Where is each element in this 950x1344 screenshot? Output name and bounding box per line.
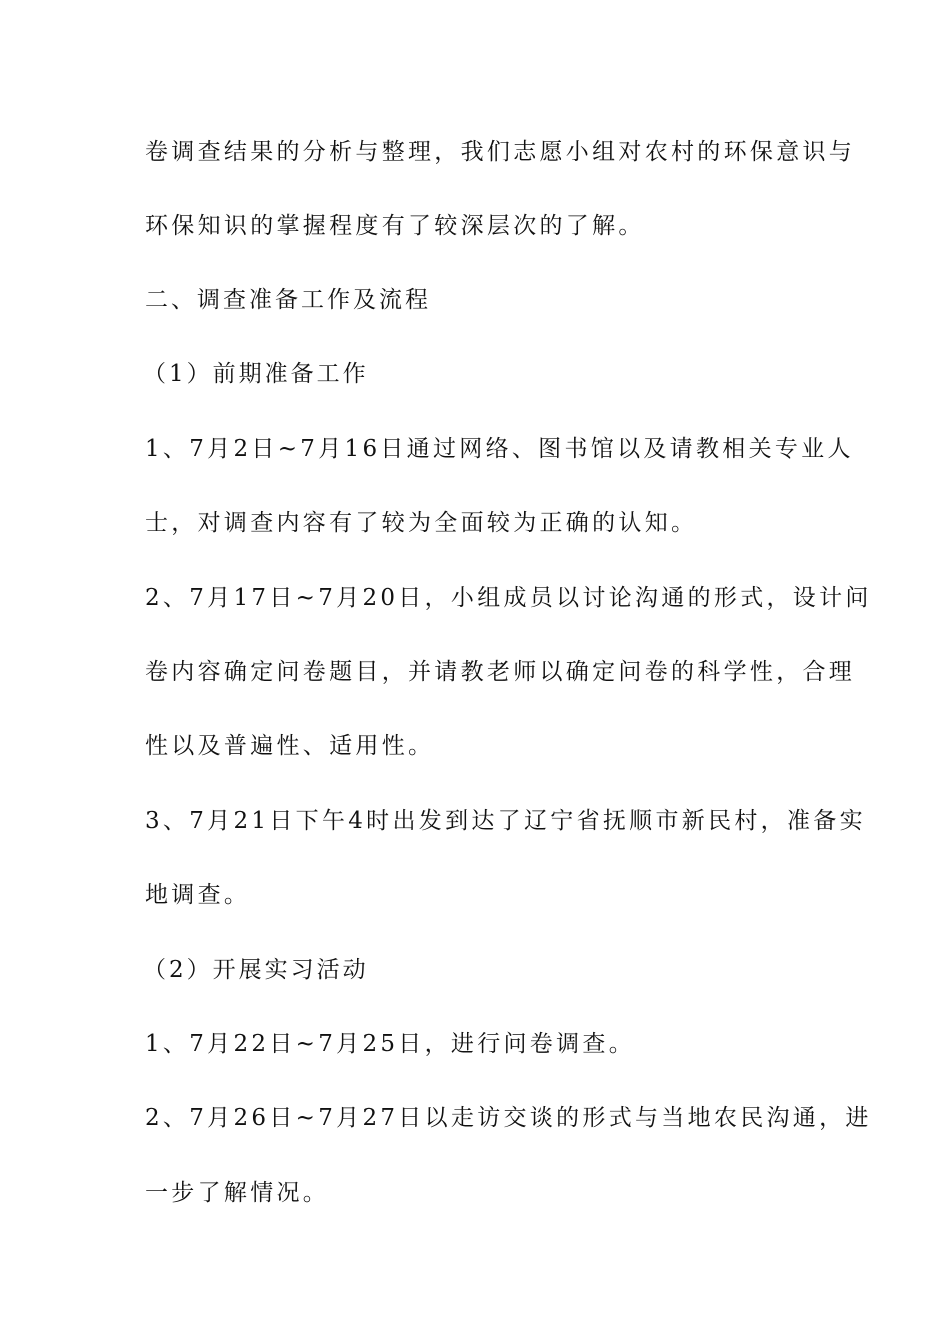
- activity-item-1: 1、7月22日~7月25日，进行问卷调查。: [145, 1031, 636, 1057]
- paragraph-line-1: 卷调查结果的分析与整理，我们志愿小组对农村的环保意识与: [145, 139, 856, 165]
- activity-item-2-line-1: 2、7月26日~7月27日以走访交谈的形式与当地农民沟通，进: [145, 1105, 872, 1131]
- paragraph-line-2: 环保知识的掌握程度有了较深层次的了解。: [145, 213, 645, 239]
- list-item-1-line-1: 1、7月2日~7月16日通过网络、图书馆以及请教相关专业人: [145, 436, 854, 462]
- list-item-3-line-1: 3、7月21日下午4时出发到达了辽宁省抚顺市新民村，准备实: [145, 808, 866, 834]
- list-item-2-line-2: 卷内容确定问卷题目，并请教老师以确定问卷的科学性，合理: [145, 659, 856, 685]
- list-item-2-line-3: 性以及普遍性、适用性。: [145, 733, 435, 759]
- activity-item-2-line-2: 一步了解情况。: [145, 1180, 330, 1206]
- list-item-1-line-2: 士，对调查内容有了较为全面较为正确的认知。: [145, 510, 698, 536]
- list-item-2-line-1: 2、7月17日~7月20日，小组成员以讨论沟通的形式，设计问: [145, 585, 872, 611]
- list-item-3-line-2: 地调查。: [145, 882, 251, 908]
- subsection-heading-2: （2）开展实习活动: [143, 957, 369, 983]
- subsection-heading-1: （1）前期准备工作: [143, 361, 369, 387]
- section-heading: 二、调查准备工作及流程: [145, 287, 431, 313]
